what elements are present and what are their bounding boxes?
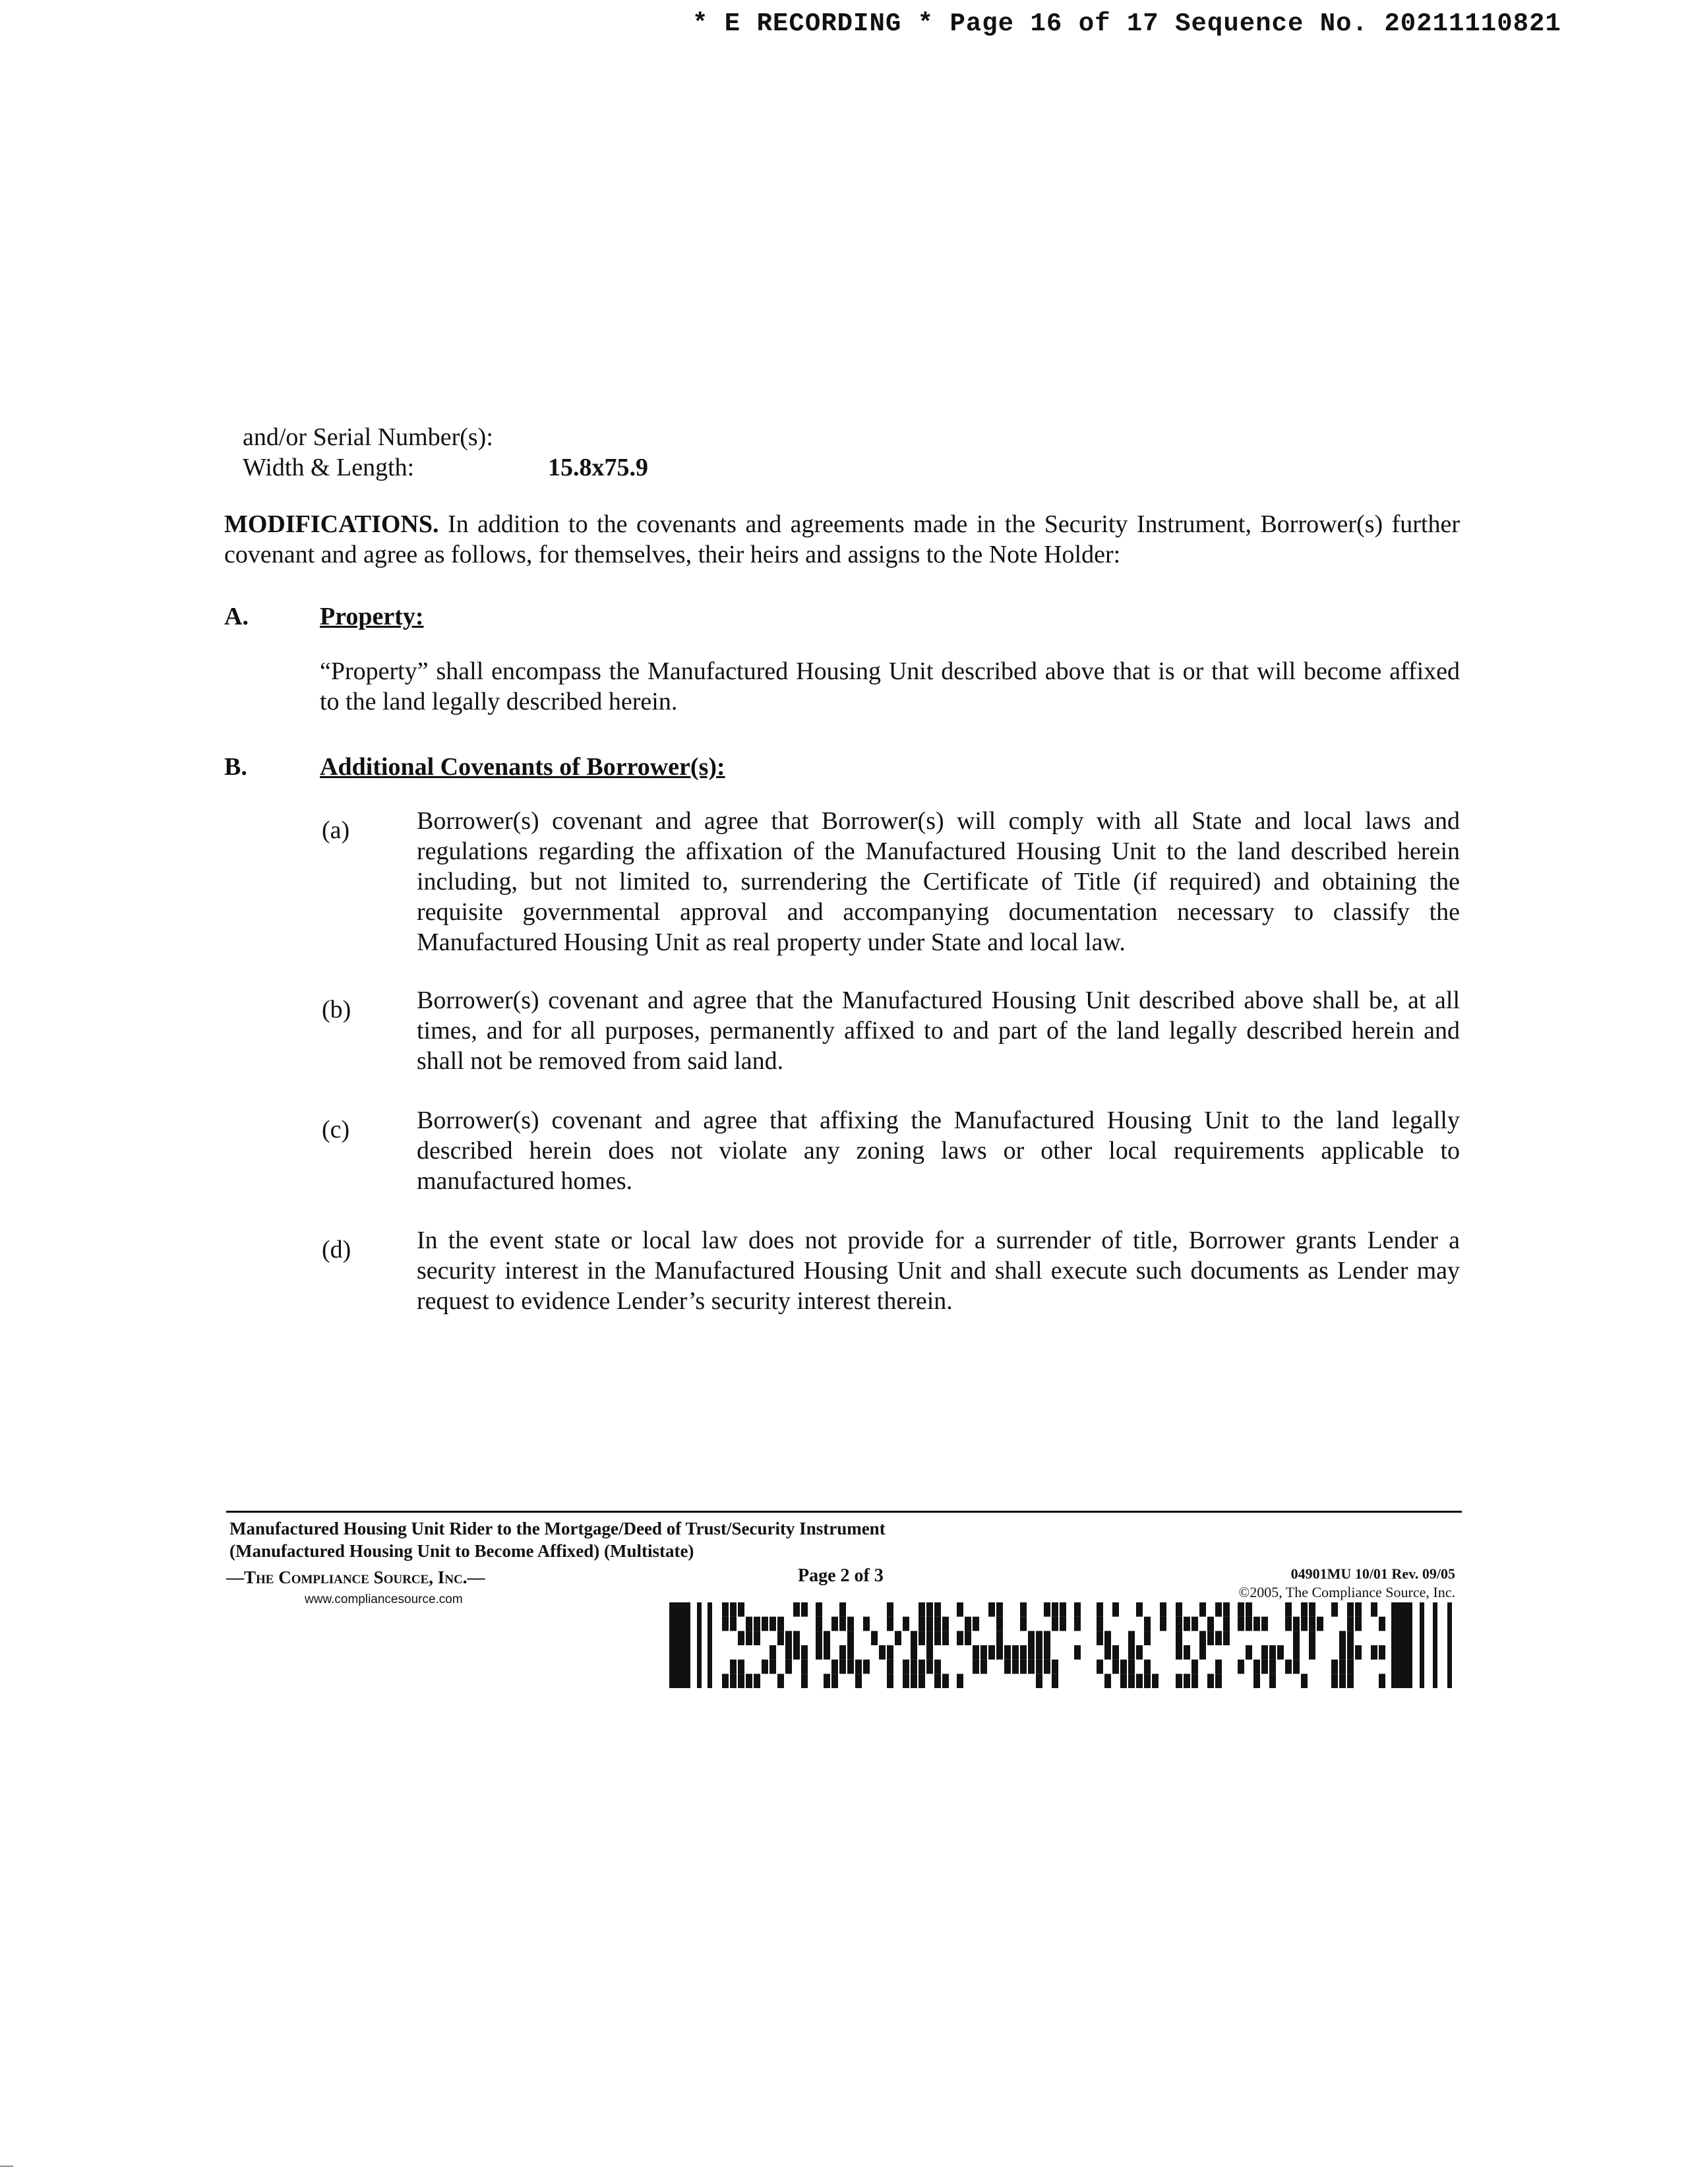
modifications-text: In addition to the covenants and agreements made in the Security Instrument, Borrower(s) further covenant and agree as follows, for themselves, their heirs and assigns to the Note Holder: bbox=[224, 510, 1460, 568]
section-a-title: Property: bbox=[320, 603, 424, 630]
footer-copyright: ©2005, The Compliance Source, Inc. bbox=[1238, 1584, 1455, 1600]
width-length-label: Width & Length: bbox=[243, 454, 415, 481]
footer-form-title-line2: (Manufactured Housing Unit to Become Affixed) (Multistate) bbox=[229, 1541, 694, 1561]
footer-page-number: Page 2 of 3 bbox=[798, 1565, 884, 1586]
footer-form-title-line1: Manufactured Housing Unit Rider to the Mortgage/Deed of Trust/Security Instrument bbox=[229, 1519, 886, 1538]
covenant-c-label: (c) bbox=[322, 1116, 350, 1143]
modifications-paragraph bbox=[224, 509, 1460, 570]
covenant-a-text: Borrower(s) covenant and agree that Borrower(s) will comply with all State and local laws and regulations regarding the affixation of the Manufactured Housing Unit to the land described herein including, but not limited to, surrendering the Certificate of Title (if required) and obtaining the requisite governmental approval and accompanying documentation necessary to classify the Manufactured Housing Unit as real property under State and local law. bbox=[417, 807, 1460, 956]
barcode-image bbox=[669, 1602, 1457, 1688]
section-b-title: Additional Covenants of Borrower(s): bbox=[320, 753, 725, 781]
width-length-value: 15.8x75.9 bbox=[548, 454, 648, 481]
covenant-b-text: Borrower(s) covenant and agree that the Manufactured Housing Unit described above shall be, at all times, and for all purposes, permanently affixed to and part of the land legally described herein and shall not be removed from said land. bbox=[417, 986, 1460, 1075]
covenant-d-text: In the event state or local law does not provide for a surrender of title, Borrower grants Lender a security interest in the Manufactured Housing Unit and shall execute such documents as Lender may request to evidence Lender’s security interest therein. bbox=[417, 1227, 1460, 1315]
modifications-heading: MODIFICATIONS. bbox=[224, 510, 439, 538]
covenant-c-text: Borrower(s) covenant and agree that affixing the Manufactured Housing Unit to the land legally described herein does not violate any zoning laws or other local requirements applicable to manufactured homes. bbox=[417, 1107, 1460, 1195]
covenant-a-label: (a) bbox=[322, 816, 350, 844]
e-recording-header: * E RECORDING * Page 16 of 17 Sequence No. 20211110821 bbox=[692, 9, 1561, 38]
width-length-row bbox=[243, 452, 648, 483]
footer-divider bbox=[226, 1511, 1462, 1513]
footer-company-name: —The Compliance Source, Inc.— bbox=[226, 1567, 485, 1587]
section-a-letter: A. bbox=[224, 603, 249, 630]
covenant-d-label: (d) bbox=[322, 1236, 351, 1263]
covenant-b-label: (b) bbox=[322, 996, 351, 1023]
serial-number-label: and/or Serial Number(s): bbox=[243, 423, 493, 451]
footer-website: www.compliancesource.com bbox=[305, 1592, 463, 1606]
section-b-letter: B. bbox=[224, 753, 247, 781]
scan-edge-mark bbox=[0, 2166, 13, 2167]
section-a-text: “Property” shall encompass the Manufactured Housing Unit described above that is or that will become affixed to the land legally described herein. bbox=[320, 657, 1460, 715]
footer-form-number: 04901MU 10/01 Rev. 09/05 bbox=[1290, 1565, 1455, 1582]
